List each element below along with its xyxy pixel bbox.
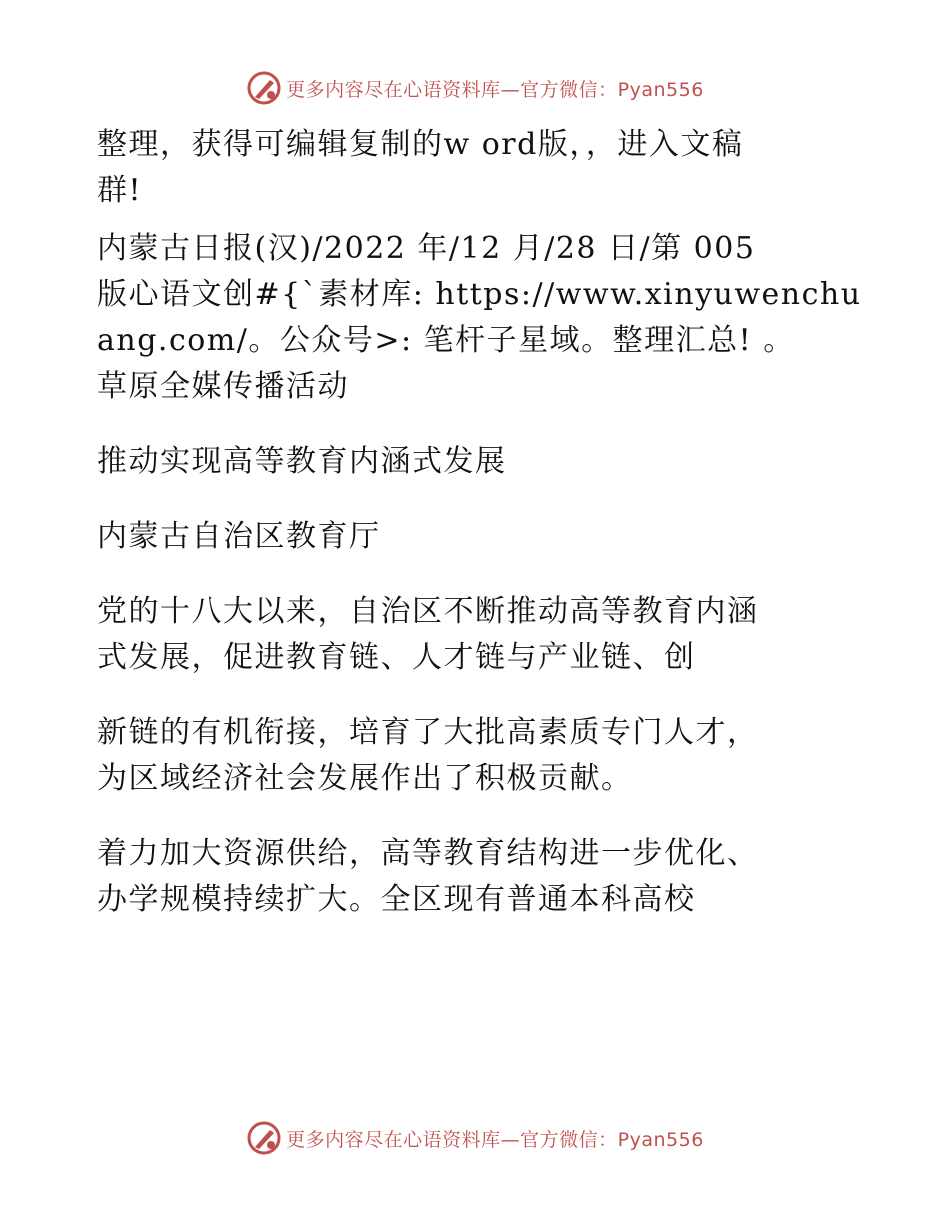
text-line: 推动实现高等教育内涵式发展 — [97, 444, 507, 479]
pen-logo-icon — [246, 70, 282, 106]
header-banner — [0, 70, 950, 106]
text-line: 草原全媒传播活动 — [97, 369, 349, 404]
text-line: 党的十八大以来，自治区不断推动高等教育内涵 — [97, 594, 759, 629]
text-line: ang.com/。公众号>: 笔杆子星域。整理汇总! 。 — [97, 323, 795, 358]
text-line: 式发展，促进教育链、人才链与产业链、创 — [97, 640, 696, 675]
text-line: 整理，获得可编辑复制的w ord版，，进入文稿 — [97, 127, 744, 162]
header-banner-text: 更多内容尽在心语资料库—官方微信：Pyan556 — [286, 78, 704, 101]
text-line: 群! — [97, 173, 143, 208]
footer-banner — [0, 1120, 950, 1156]
text-line: 内蒙古自治区教育厅 — [97, 519, 381, 554]
paragraph — [97, 589, 857, 681]
text-line: 办学规模持续扩大。全区现有普通本科高校 — [97, 882, 696, 917]
text-line: 版心语文创#{`素材库: https://www.xinyuwenchu — [97, 277, 862, 312]
text-line: 内蒙古日报(汉)/2022 年/12 月/28 日/第 005 — [97, 231, 756, 266]
text-line: 着力加大资源供给，高等教育结构进一步优化、 — [97, 836, 759, 871]
text-line: 为区域经济社会发展作出了积极贡献。 — [97, 761, 633, 796]
paragraph — [97, 226, 862, 410]
footer-banner-text: 更多内容尽在心语资料库—官方微信：Pyan556 — [286, 1128, 704, 1151]
paragraph — [97, 710, 857, 802]
pen-logo-icon — [246, 1120, 282, 1156]
paragraph — [97, 831, 857, 923]
paragraph — [97, 122, 857, 214]
paragraph — [97, 514, 857, 560]
paragraph — [97, 439, 857, 485]
text-line: 新链的有机衔接，培育了大批高素质专门人才， — [97, 715, 759, 750]
document-body — [97, 122, 862, 952]
